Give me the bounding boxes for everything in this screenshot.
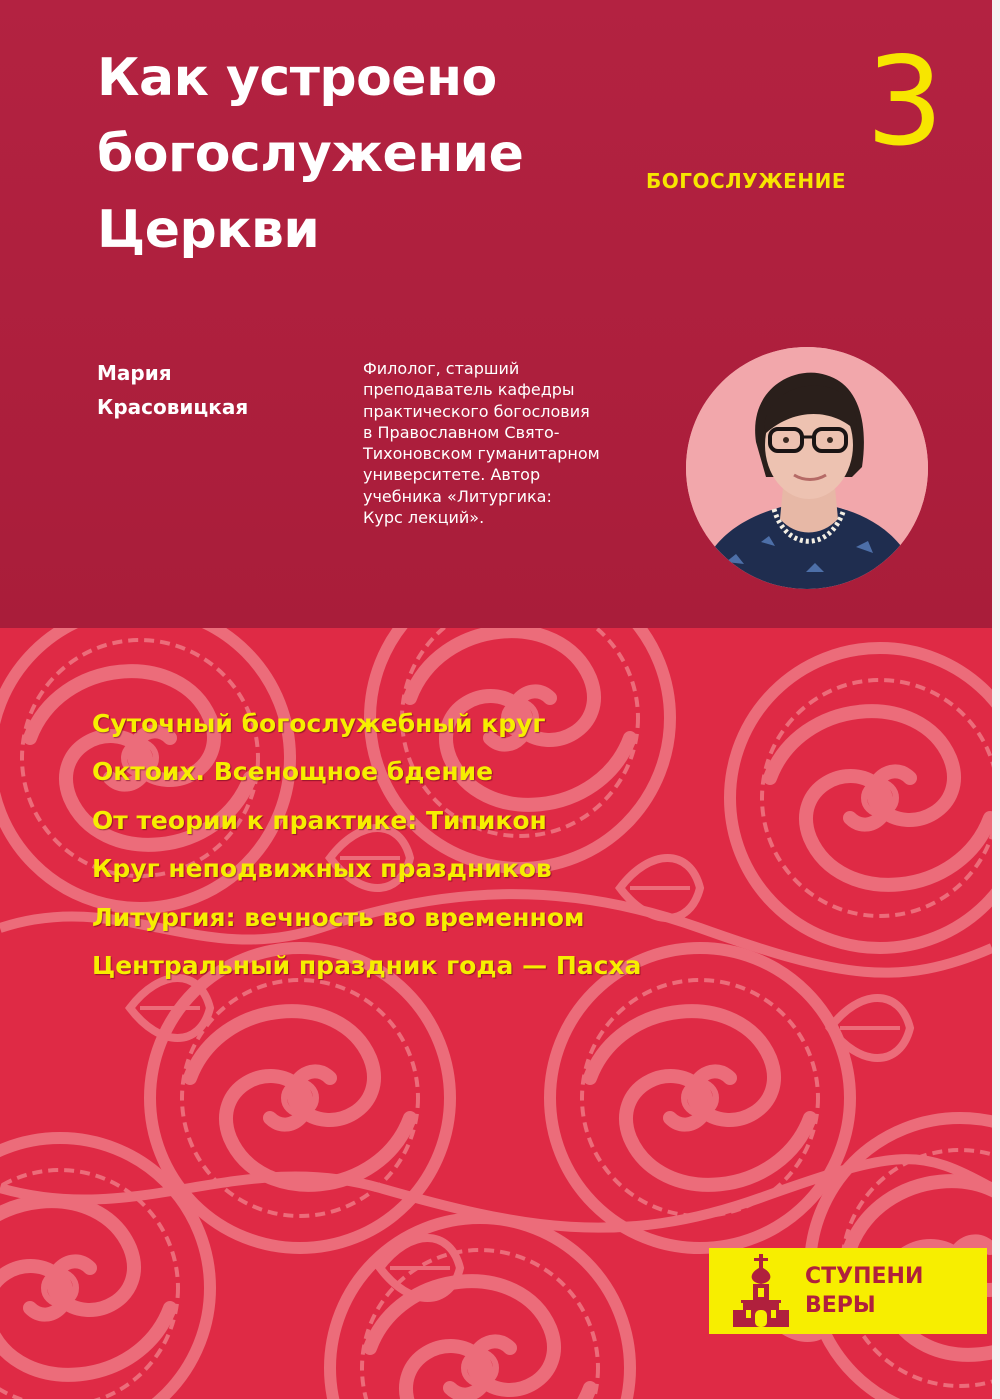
series-number: 3 <box>866 31 944 173</box>
bio-line: Курс лекций». <box>363 508 485 528</box>
author-first-name: Мария <box>97 361 172 385</box>
title-line-3: Церкви <box>97 200 320 260</box>
badge-line-1: СТУПЕНИ <box>805 1264 924 1289</box>
contents-item: Центральный праздник года — Пасха <box>92 951 642 981</box>
author-last-name: Красовицкая <box>97 395 249 419</box>
contents-list <box>92 700 641 990</box>
bio-line: учебника «Литургика: <box>363 486 552 506</box>
badge-text <box>805 1262 923 1320</box>
bio-line: преподаватель кафедры <box>363 380 575 400</box>
contents-item: Круг неподвижных праздников <box>92 854 552 884</box>
title-line-2: богослужение <box>97 124 524 184</box>
author-portrait <box>686 347 928 589</box>
series-label: БОГОСЛУЖЕНИЕ <box>646 169 846 193</box>
author-bio <box>363 358 663 528</box>
badge-line-2: ВЕРЫ <box>805 1293 876 1318</box>
author-name <box>97 356 248 424</box>
page-edge <box>992 0 1000 1399</box>
bio-line: практического богословия <box>363 401 590 421</box>
bio-line: Тихоновском гуманитарном <box>363 444 600 464</box>
church-icon <box>731 1254 791 1330</box>
contents-item: От теории к практике: Типикон <box>92 805 547 835</box>
bio-line: Филолог, старший <box>363 359 520 378</box>
title-line-1: Как устроено <box>97 48 497 108</box>
contents-item: Литургия: вечность во временном <box>92 902 585 932</box>
series-badge <box>709 1248 987 1334</box>
bio-line: университете. Автор <box>363 465 541 485</box>
contents-item: Октоих. Всенощное бдение <box>92 757 494 787</box>
contents-item: Суточный богослужебный круг <box>92 709 546 738</box>
book-title <box>97 40 657 268</box>
bio-line: в Православном Свято- <box>363 422 560 442</box>
